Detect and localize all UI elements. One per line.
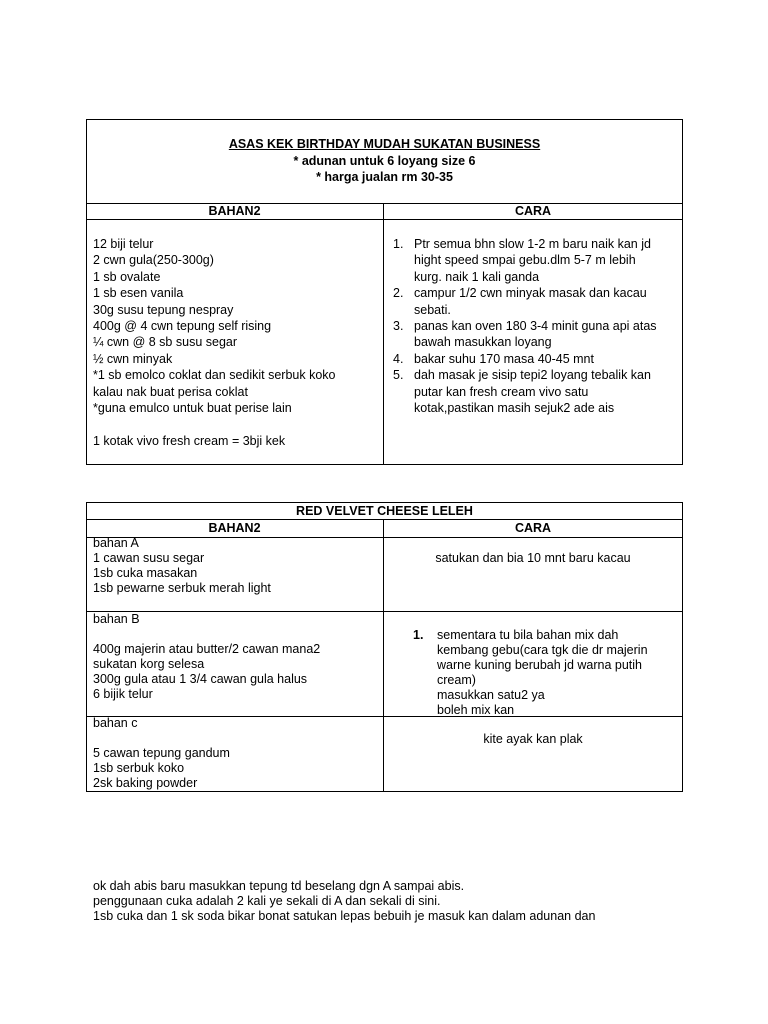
ingredient-item [93, 627, 381, 642]
step-item [393, 236, 681, 285]
ingredient-item: 1sb serbuk koko [93, 761, 185, 775]
step-number: 5. [393, 368, 404, 383]
ingredient-item: bahan c [93, 716, 138, 730]
step-text: kembang gebu(cara tgk die dr majerin [437, 643, 648, 657]
ingredient-item: bahan A [93, 536, 139, 550]
step-number: 1. [393, 237, 404, 251]
ingredient-item: 1 sb esen vanila [93, 286, 184, 301]
steps-list [393, 236, 681, 416]
step-text: Ptr semua bhn slow 1-2 m baru naik kan jd [414, 237, 651, 251]
footer-notes [93, 879, 733, 924]
ingredient-item: 5 cawan tepung gandum [93, 746, 230, 760]
step-item [393, 285, 681, 318]
bahan-c-list [93, 716, 381, 791]
bahan-b-step [437, 628, 681, 718]
step-text: kotak,pastikan masih sejuk2 ade ais [414, 401, 615, 416]
recipe-subtitle-price: * harga jualan rm 30-35 [316, 170, 453, 184]
ingredient-item [93, 416, 381, 432]
bahan-a-list [93, 536, 381, 596]
step-number: 3. [393, 319, 404, 334]
ingredient-item: 6 bijik telur [93, 687, 153, 701]
ingredient-item: 2sk baking powder [93, 776, 198, 790]
bahan-a-step: satukan dan bia 10 mnt baru kacau [435, 551, 631, 565]
ingredient-item: bahan B [93, 612, 140, 626]
step-text: dah masak je sisip tepi2 loyang tebalik kan [414, 368, 651, 383]
step-number: 1. [413, 628, 424, 642]
column-header-bahan: BAHAN2 [208, 521, 261, 535]
ingredient-item: 300g gula atau 1 3/4 cawan gula halus [93, 672, 308, 686]
step-item [393, 318, 681, 351]
ingredient-item: 1 kotak vivo fresh cream = 3bji kek [93, 433, 286, 448]
step-text: sementara tu bila bahan mix dah [437, 628, 619, 642]
bahan-b-list [93, 612, 381, 702]
recipe-subtitle-batch: * adunan untuk 6 loyang size 6 [293, 154, 476, 168]
footer-note-line: ok dah abis baru masukkan tepung td beselang dgn A sampai abis. [93, 879, 465, 893]
column-header-bahan: BAHAN2 [208, 204, 261, 218]
ingredient-item: 1sb pewarne serbuk merah light [93, 581, 271, 595]
step-text: putar kan fresh cream vivo satu [414, 384, 589, 399]
ingredient-list [93, 236, 381, 449]
ingredient-item: sukatan korg selesa [93, 657, 205, 671]
footer-note-line: 1sb cuka dan 1 sk soda bikar bonat satukan lepas bebuih je masuk kan dalam adunan dan [93, 909, 596, 923]
column-header-cara: CARA [514, 204, 552, 218]
step-text: cream) [437, 673, 476, 687]
column-header-cara: CARA [514, 521, 552, 535]
footer-note-line: penggunaan cuka adalah 2 kali ye sekali di A dan sekali di sini. [93, 894, 441, 908]
ingredient-item: 1 cawan susu segar [93, 551, 205, 565]
ingredient-item: ¼ cwn @ 8 sb susu segar [93, 335, 238, 350]
step-text: hight speed smpai gebu.dlm 5-7 m lebih [414, 253, 636, 268]
step-number: 4. [393, 351, 404, 366]
ingredient-item: 2 cwn gula(250-300g) [93, 253, 214, 268]
step-text: boleh mix kan [437, 703, 515, 717]
step-text: campur 1/2 cwn minyak masak dan kacau [414, 286, 647, 301]
step-text: panas kan oven 180 3-4 minit guna api atas [414, 319, 657, 334]
bahan-c-step: kite ayak kan plak [483, 732, 583, 746]
ingredient-item: 1sb cuka masakan [93, 566, 198, 580]
ingredient-item: *guna emulco untuk buat perise lain [93, 401, 292, 416]
step-number: 2. [393, 286, 404, 301]
step-item [393, 351, 681, 367]
ingredient-item: kalau nak buat perisa coklat [93, 384, 248, 399]
ingredient-item: 400g @ 4 cwn tepung self rising [93, 319, 272, 334]
step-text: bawah masukkan loyang [414, 335, 552, 350]
ingredient-item: 30g susu tepung nespray [93, 302, 234, 317]
step-text: bakar suhu 170 masa 40-45 mnt [414, 351, 594, 366]
step-text: sebati. [414, 302, 451, 317]
ingredient-item: ½ cwn minyak [93, 351, 173, 366]
ingredient-item: 1 sb ovalate [93, 269, 161, 284]
ingredient-item: 400g majerin atau butter/2 cawan mana2 [93, 642, 321, 656]
step-text: masukkan satu2 ya [437, 688, 545, 702]
step-item [393, 367, 681, 416]
ingredient-item: *1 sb emolco coklat dan sedikit serbuk koko [93, 368, 336, 383]
table-1-column-divider [383, 203, 384, 465]
ingredient-item: 12 biji telur [93, 237, 154, 251]
red-velvet-title: RED VELVET CHEESE LELEH [296, 504, 473, 518]
step-text: kurg. naik 1 kali ganda [414, 269, 540, 284]
ingredient-item [93, 731, 381, 746]
recipe-title: ASAS KEK BIRTHDAY MUDAH SUKATAN BUSINESS [228, 137, 541, 151]
step-text: warne kuning berubah jd warna putih [437, 658, 642, 672]
